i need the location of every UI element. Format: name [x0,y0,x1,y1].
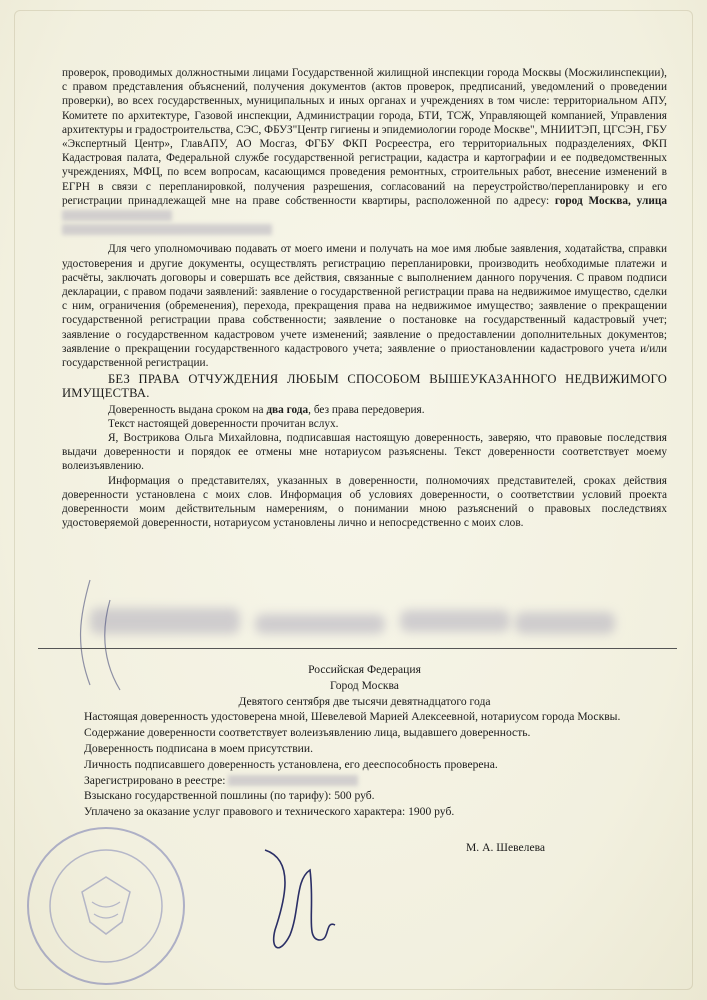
notary-seal-stamp [22,822,190,990]
powers-paragraph: Для чего уполномочиваю подавать от моего имени и получать на мое имя любые заявления, ходатайства, справки удостоверения и другие документы, осуществлять регистрацию перепланировки, производить необходимые платежи и расчёты, заключать договоры и совершать все действия, связанные с выполнением данного поручения. С правом подписи декларации, с правом подачи заявлений: заявление о государственной регистрации права на недвижимое имущество, сделки с ним, ограничения (обременения), перехода, прекращения права на недвижимое имущество; заявление о прекращении государственной регистрации права собственности; заявление о постановке на государственный кадастровый учет; заявление о государственном кадастровом учете изменений; заявление о предоставлении дополнительных документов; заявление о прекращении государственного кадастрового учета; заявление о приостановлении кадастрового учета и/или государственной регистрации. [62,243,667,370]
notary-certification [62,662,667,820]
read-aloud-line: Текст настоящей доверенности прочитан вслух. [108,417,339,430]
redacted-principal-signature [90,600,610,640]
redacted-address [62,210,172,221]
country: Российская Федерация [308,663,421,676]
authority-paragraph: проверок, проводимых должностными лицами Государственной жилищной инспекции города Москвы (Мосжилинспекции), с правом представления объяснений, получения документов (актов проверок, предписаний, уведомлений о проведении проверки), во всех государственных, муниципальных и иных органах и учреждениях в том числе: территориальном АПУ, Комитете по архитектуре, Газовой инспекции, Администрации города, БТИ, ТСЖ, Управляющей компанией, Управления архитектуры и градостроительства, СЭС, ФБУЗ"Центр гигиены и эпидемиологии городе Москве", МНИИТЭП, ЦГСЭН, ГБУ «Экспертный Центр», ГлавАПУ, АО Мосгаз, ФГБУ ФКП Росреестра, его территориальных подразделениях, ФКП Кадастровая палата, Федеральной службе государственной регистрации, кадастра и картографии и ее подведомственных учреждениях, МФЦ, по всем вопросам, касающимся проведения ремонтных, строительных работ, внесение изменений в ЕГРН в связи с перепланировкой, получения разрешения, согласований на переустройство/перепланировку и его регистрации принадлежащей мне на праве собственности квартиры, расположенной по адресу: город Москва, улица [62,66,667,236]
registry-line: Зарегистрировано в реестре: [62,773,667,789]
term-line: Доверенность выдана сроком на два года, без права передоверия. [108,403,425,416]
notary-signature [255,840,345,960]
identity-line: Личность подписавшего доверенность установлена, его дееспособность проверена. [84,757,498,771]
city: Город Москва [330,678,399,692]
content-line: Содержание доверенности соответствует волеизъявлению лица, выдавшего доверенность. [84,726,531,740]
redacted-address-line2 [62,224,272,235]
date-line: Девятого сентября две тысячи девятнадцатого года [238,694,491,708]
principal-confirmation: Я, Вострикова Ольга Михайловна, подписавшая настоящую доверенность, заверяю, что правовые последствия выдачи доверенности и порядок ее отмены мне нотариусом разъяснены. Текст доверенности соответствует моему волеизъявлению. [62,432,667,473]
information-paragraph: Информация о представителях, указанных в доверенности, полномочиях представителей, сроках действия доверенности установлена с моих слов. Информация об условиях доверенности, о соответствии условий проекта доверенности моим действительным намерениям, о понимании мною разъяснений о правовых последствиях удостоверяемой доверенности, нотариусом установлены лично и непосредственно с моих слов. [62,474,667,530]
address: город Москва, улица [554,194,667,207]
notary-name: М. А. Шевелева [466,841,546,854]
certified-line: Настоящая доверенность удостоверена мной, Шевелевой Марией Алексеевной, нотариусом города Москвы. [84,710,621,724]
redacted-registry-number [228,775,358,786]
fee-line: Уплачено за оказание услуг правового и технического характера: 1900 руб. [84,805,455,819]
state-duty-line: Взыскано государственной пошлины (по тарифу): 500 руб. [84,789,375,803]
no-alienation-clause: БЕЗ ПРАВА ОТЧУЖДЕНИЯ ЛЮБЫМ СПОСОБОМ ВЫШЕУКАЗАННОГО НЕДВИЖИМОГО ИМУЩЕСТВА. [62,372,667,401]
signed-line: Доверенность подписана в моем присутствии. [84,741,313,755]
power-of-attorney-body [62,66,667,531]
divider-line [38,648,677,649]
